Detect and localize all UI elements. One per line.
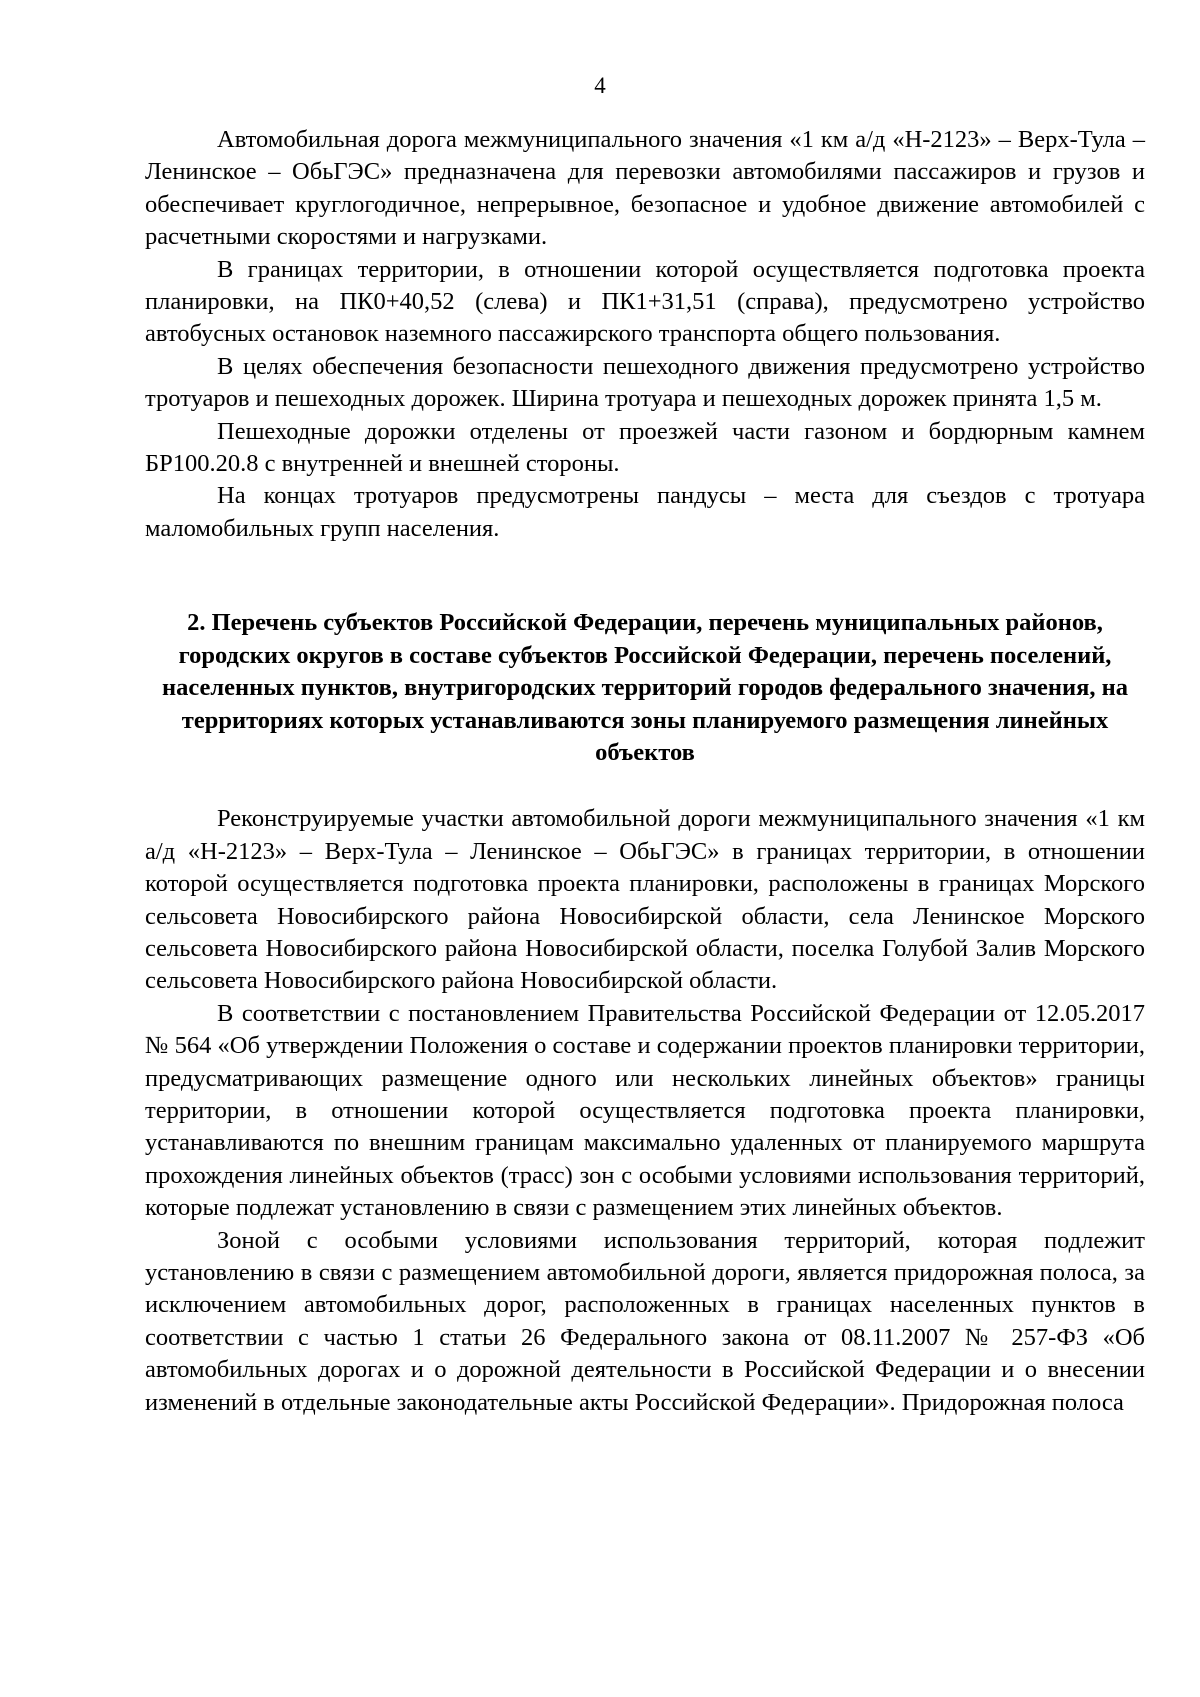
page-content xyxy=(145,124,1145,1419)
paragraph: В соответствии с постановлением Правительства Российской Федерации от 12.05.2017 № 564 «Об утверждении Положения о составе и содержании проектов планировки территории, предусматривающих размещение одного или нескольких линейных объектов» границы территории, в отношении которой осуществляется подготовка проекта планировки, устанавливаются по внешним границам максимально удаленных от планируемого маршрута прохождения линейных объектов (трасс) зон с особыми условиями использования территорий, которые подлежат установлению в связи с размещением этих линейных объектов. xyxy=(145,999,1145,1222)
section-2 xyxy=(145,803,1145,1419)
paragraph: Автомобильная дорога межмуниципального значения «1 км а/д «Н-2123» – Верх-Тула – Ленинское – ОбьГЭС» предназначена для перевозки автомобилями пассажиров и грузов и обеспечивает круглогодичное, непрерывное, безопасное и удобное движение автомобилей с расчетными скоростями и нагрузками. xyxy=(145,126,1145,251)
paragraph: Зоной с особыми условиями использования территорий, которая подлежит установлению в связи с размещением автомобильной дороги, является придорожная полоса, за исключением автомобильных дорог, расположенных в границах населенных пунктов в соответствии с частью 1 статьи 26 Федерального закона от 08.11.2007 № 257-ФЗ «Об автомобильных дорогах и о дорожной деятельности в Российской Федерации и о внесении изменений в отдельные законодательные акты Российской Федерации». Придорожная полоса xyxy=(145,1226,1145,1416)
paragraph: В границах территории, в отношении которой осуществляется подготовка проекта планировки, на ПК0+40,52 (слева) и ПК1+31,51 (справа), предусмотрено устройство автобусных остановок наземного пассажирского транспорта общего пользования. xyxy=(145,255,1145,348)
paragraph: Реконструируемые участки автомобильной дороги межмуниципального значения «1 км а/д «Н-2123» – Верх-Тула – Ленинское – ОбьГЭС» в границах территории, в отношении которой осуществляется подготовка проекта планировки, расположены в границах Морского сельсовета Новосибирского района Новосибирской области, села Ленинское Морского сельсовета Новосибирского района Новосибирской области, поселка Голубой Залив Морского сельсовета Новосибирского района Новосибирской области. xyxy=(145,805,1145,995)
paragraph: В целях обеспечения безопасности пешеходного движения предусмотрено устройство тротуаров и пешеходных дорожек. Ширина тротуара и пешеходных дорожек принята 1,5 м. xyxy=(145,352,1145,413)
paragraph: Пешеходные дорожки отделены от проезжей части газоном и бордюрным камнем БР100.20.8 с внутренней и внешней стороны. xyxy=(145,417,1145,478)
section-2-heading: 2. Перечень субъектов Российской Федерации, перечень муниципальных районов, городских округов в составе субъектов Российской Федерации, перечень поселений, населенных пунктов, внутригородских территорий городов федерального значения, на территориях которых устанавливаются зоны планируемого размещения линейных объектов xyxy=(161,609,1129,766)
page-number: 4 xyxy=(594,73,606,98)
paragraph: На концах тротуаров предусмотрены пандусы – места для съездов с тротуара маломобильных групп населения. xyxy=(145,482,1145,542)
section-1 xyxy=(145,124,1145,545)
